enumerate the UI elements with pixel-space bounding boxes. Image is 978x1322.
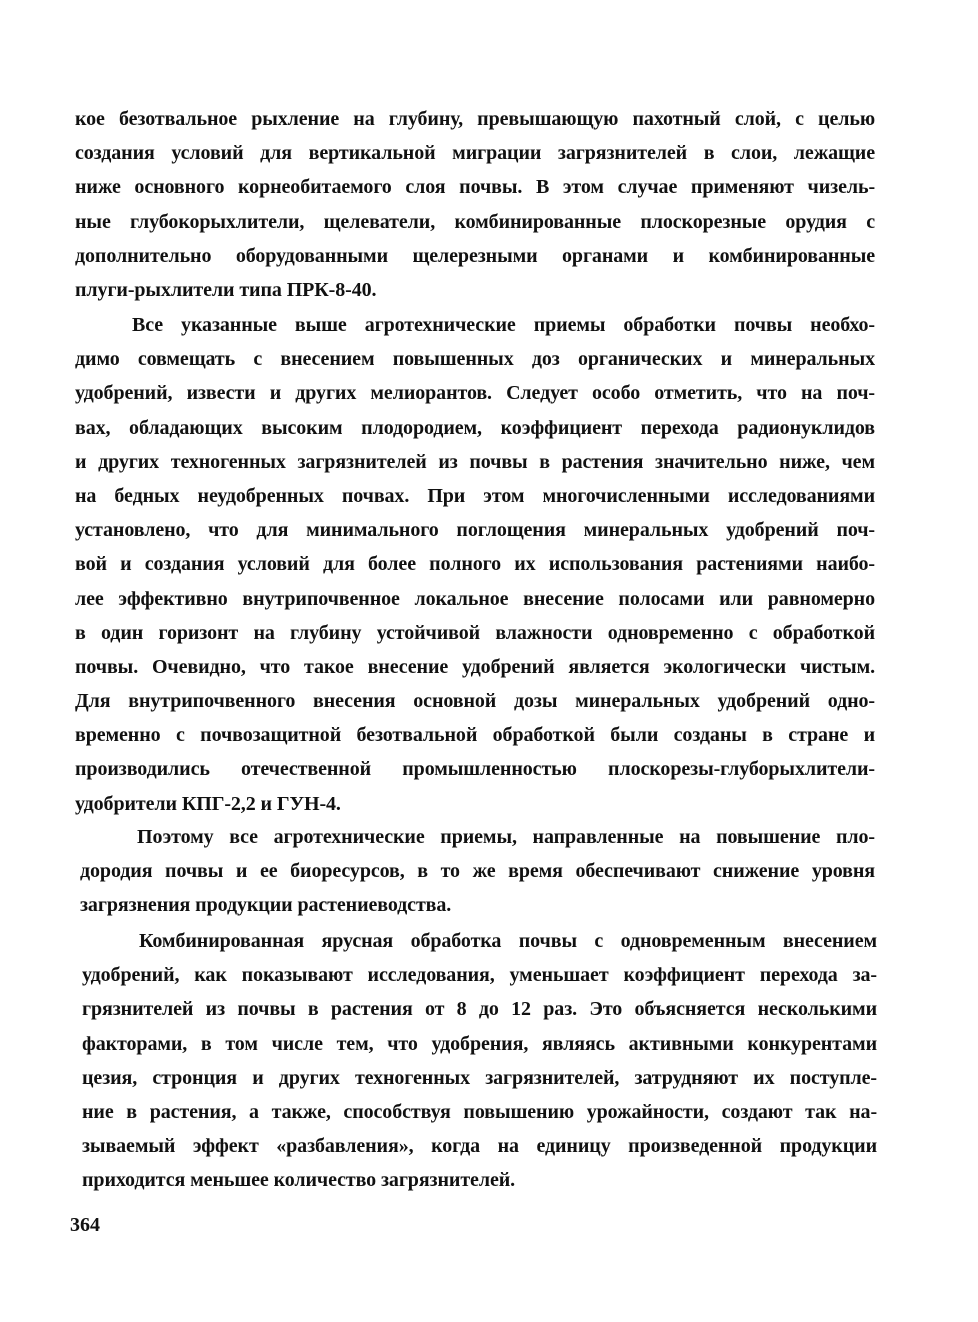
paragraph-line: и других техногенных загрязнителей из почвы в растения значительно ниже, чем: [75, 450, 875, 473]
paragraph-1: [75, 102, 875, 307]
paragraph-line: производились отечественной промышленностью плоскорезы-глуборыхлители-: [75, 758, 875, 781]
paragraph-line: на бедных неудобренных почвах. При этом многочисленными исследованиями: [75, 484, 875, 507]
paragraph-line: в один горизонт на глубину устойчивой влажности одновременно с обработкой: [75, 621, 875, 644]
paragraph-line: грязнителей из почвы в растения от 8 до 12 раз. Это объясняется несколькими: [82, 998, 877, 1021]
paragraph-line: цезия, стронция и других техногенных загрязнителей, затрудняют их поступле-: [82, 1066, 877, 1089]
paragraph-line: кое безотвальное рыхление на глубину, превышающую пахотный слой, с целью: [75, 108, 875, 130]
paragraph-line: плуги-рыхлители типа ПРК-8-40.: [75, 278, 377, 301]
paragraph-line: вой и создания условий для более полного их использования растениями наибо-: [75, 553, 875, 576]
paragraph-line: Все указанные выше агротехнические приемы обработки почвы необхо-: [132, 314, 875, 336]
paragraph-line: удобрений, извести и других мелиорантов. Следует особо отметить, что на поч-: [75, 382, 875, 405]
paragraph-line: зываемый эффект «разбавления», когда на единицу произведенной продукции: [82, 1135, 877, 1158]
paragraph-line: приходится меньшее количество загрязнителей.: [82, 1169, 516, 1192]
paragraph-line: лее эффективно внутрипочвенное локальное внесение полосами или равномерно: [75, 587, 875, 610]
paragraph-line: ние в растения, а также, способствуя повышению урожайности, создают так на-: [82, 1100, 877, 1123]
paragraph-2: [75, 308, 875, 821]
paragraph-line: дородия почвы и ее биоресурсов, в то же время обеспечивают снижение уровня: [80, 860, 875, 883]
paragraph-line: установлено, что для минимального поглощения минеральных удобрений поч-: [75, 519, 875, 542]
paragraph-line: удобрители КПГ-2,2 и ГУН-4.: [75, 792, 341, 815]
paragraph-line: факторами, в том числе тем, что удобрения, являясь активными конкурентами: [82, 1032, 877, 1055]
paragraph-line: ниже основного корнеобитаемого слоя почвы. В этом случае применяют чизель-: [75, 176, 875, 199]
paragraph-line: димо совмещать с внесением повышенных доз органических и минеральных: [75, 348, 875, 371]
paragraph-line: Для внутрипочвенного внесения основной дозы минеральных удобрений одно-: [75, 690, 875, 713]
paragraph-line: создания условий для вертикальной миграции загрязнителей в слои, лежащие: [75, 142, 875, 165]
paragraph-line: временно с почвозащитной безотвальной обработкой были созданы в стране и: [75, 724, 875, 747]
paragraph-line: ные глубокорыхлители, щелеватели, комбинированные плоскорезные орудия с: [75, 210, 875, 233]
paragraph-line: загрязнения продукции растениеводства.: [80, 894, 452, 917]
paragraph-line: дополнительно оборудованными щелерезными органами и комбинированные: [75, 244, 875, 267]
paragraph-line: Поэтому все агротехнические приемы, направленные на повышение пло-: [137, 826, 875, 848]
paragraph-line: почвы. Очевидно, что такое внесение удобрений является экологически чистым.: [75, 655, 875, 678]
paragraph-4: [82, 924, 877, 1198]
paragraph-line: вах, обладающих высоким плодородием, коэффициент перехода радионуклидов: [75, 416, 875, 439]
paragraph-line: Комбинированная ярусная обработка почвы с одновременным внесением: [139, 930, 877, 952]
paragraph-line: удобрений, как показывают исследования, уменьшает коэффициент перехода за-: [82, 964, 877, 987]
page-number: 364: [70, 1214, 100, 1236]
paragraph-3: [80, 820, 875, 923]
